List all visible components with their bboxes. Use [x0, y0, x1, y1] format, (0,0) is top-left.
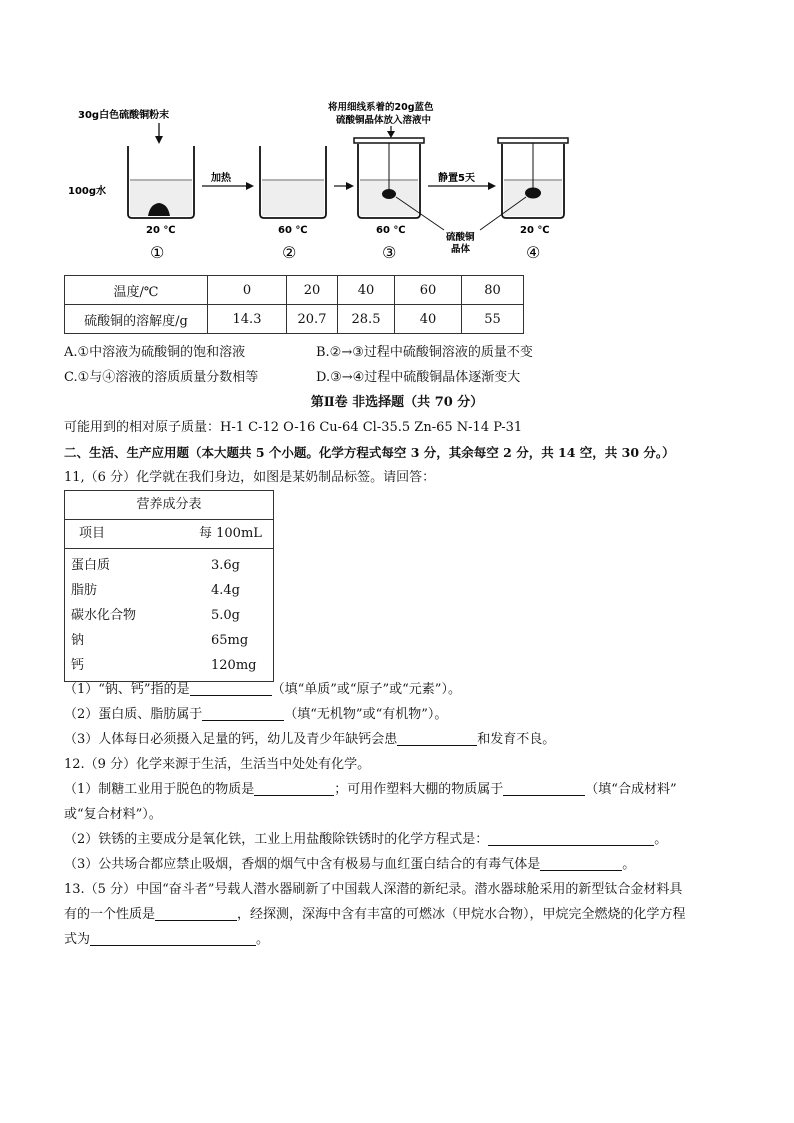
nutrition-header	[65, 520, 273, 549]
answer-blank[interactable]	[397, 731, 477, 746]
beaker-4	[498, 138, 568, 218]
beaker-3-num: ③	[382, 243, 397, 262]
q12-stem: 12.（9 分）化学来源于生活，生活当中处处有化学。	[64, 757, 371, 772]
q13-line2	[64, 902, 686, 927]
table-cell: 60	[395, 276, 462, 305]
q12-sub3	[64, 852, 635, 877]
arrow-3-label: 静置5天	[438, 173, 475, 184]
table-cell: 14.3	[208, 305, 287, 334]
nutrient-value: 3.6g	[211, 558, 240, 573]
q11-sub2	[64, 702, 447, 727]
q13-line3-end: 。	[256, 932, 270, 947]
table-row	[65, 653, 273, 678]
beaker-1-num: ①	[150, 243, 165, 262]
beaker-2-temp: 60 ℃	[278, 225, 308, 236]
q12-sub1-text: （1）制糖工业用于脱色的物质是	[64, 782, 255, 797]
nutrient-name: 脂肪	[71, 583, 98, 598]
table-cell: 40	[395, 305, 462, 334]
table-cell: 0	[208, 276, 287, 305]
section-title: 第Ⅱ卷 非选择题（共 70 分）	[310, 395, 484, 410]
q13-line3	[64, 927, 269, 952]
nutrient-name: 碳水化合物	[71, 608, 137, 623]
option-d: D.③→④过程中硫酸铜晶体逐渐变大	[316, 370, 521, 385]
nutrient-value: 5.0g	[211, 608, 240, 623]
crystal-label-line2: 晶体	[451, 244, 471, 255]
table-cell: 20.7	[287, 305, 338, 334]
col-item: 项目	[79, 526, 106, 541]
table-row	[65, 603, 273, 628]
table-cell: 28.5	[338, 305, 395, 334]
q11-sub1	[64, 677, 461, 702]
table-cell: 硫酸铜的溶解度/g	[65, 305, 208, 334]
nutrient-value: 4.4g	[211, 583, 240, 598]
q11-sub1-hint: （填“单质”或“原子”或“元素”）。	[271, 682, 461, 697]
q13-line2-text2: ，经探测，深海中含有丰富的可燃冰（甲烷水合物），甲烷完全燃烧的化学方程	[237, 907, 686, 922]
hang-label-line1: 将用细线系着的20g蓝色	[328, 102, 434, 113]
option-c: C.①与④溶液的溶质质量分数相等	[64, 370, 259, 385]
q12-sub2-text: （2）铁锈的主要成分是氧化铁，工业上用盐酸除铁锈时的化学方程式是：	[64, 832, 489, 847]
beaker-1	[128, 146, 194, 218]
answer-blank[interactable]	[488, 831, 654, 846]
answer-blank[interactable]	[155, 906, 237, 921]
beaker-3	[354, 138, 424, 218]
q12-sub3-end: 。	[622, 857, 636, 872]
table-cell: 40	[338, 276, 395, 305]
q11-sub1-text: （1）“钠、钙”指的是	[64, 682, 190, 697]
part2-title: 二、生活、生产应用题（本大题共 5 个小题。化学方程式每空 3 分，其余每空 2 分，共 14 空，共 30 分。）	[64, 445, 675, 460]
q12-sub2-end: 。	[654, 832, 668, 847]
hang-label-line2: 硫酸铜晶体放入溶液中	[336, 115, 432, 126]
beaker-2-num: ②	[282, 243, 297, 262]
answer-blank[interactable]	[503, 781, 585, 796]
answer-blank[interactable]	[90, 931, 256, 946]
q11-sub3	[64, 727, 555, 752]
q12-sub1-cont: 或“复合材料”）。	[64, 807, 162, 822]
q11-sub2-text: （2）蛋白质、脂肪属于	[64, 707, 203, 722]
q12-sub3-text: （3）公共场合都应禁止吸烟，香烟的烟气中含有极易与血红蛋白结合的有毒气体是	[64, 857, 541, 872]
crystal-label-line1: 硫酸铜	[446, 232, 475, 243]
q11-stem: 11,（6 分）化学就在我们身边，如图是某奶制品标签。请回答：	[64, 470, 436, 485]
q11-sub3-text: （3）人体每日必须摄入足量的钙，幼儿及青少年缺钙会患	[64, 732, 398, 747]
q12-sub1-text2: ；可用作塑料大棚的物质属于	[334, 782, 504, 797]
nutrition-title: 营养成分表	[65, 491, 273, 520]
beaker-3-temp: 60 ℃	[376, 225, 406, 236]
col-per100: 每 100mL	[199, 526, 262, 541]
nutrient-name: 蛋白质	[71, 558, 111, 573]
table-row	[65, 578, 273, 603]
q11-sub3-hint: 和发育不良。	[477, 732, 556, 747]
nutrition-table	[64, 490, 274, 682]
table-row	[65, 305, 524, 334]
beaker-2	[260, 146, 326, 218]
answer-blank[interactable]	[540, 856, 622, 871]
q13-line1: 13.（5 分）中国“奋斗者”号载人潜水器刷新了中国载人深潜的新纪录。潜水器球舱采用的新型钛合金材料具	[64, 882, 683, 897]
nutrient-name: 钙	[71, 658, 85, 673]
option-a: A.①中溶液为硫酸铜的饱和溶液	[64, 345, 246, 360]
table-row	[65, 553, 273, 578]
table-cell: 55	[462, 305, 524, 334]
q13-line3-text: 式为	[64, 932, 91, 947]
q12-sub2	[64, 827, 667, 852]
arrow-1-label: 加热	[211, 173, 231, 184]
top-label: 30g白色硫酸铜粉末	[78, 110, 170, 121]
beaker-4-num: ④	[526, 243, 541, 262]
atomic-mass-line: 可能用到的相对原子质量：H-1 C-12 O-16 Cu-64 Cl-35.5 Zn-65 N-14 P-31	[64, 420, 523, 435]
table-cell: 温度/℃	[65, 276, 208, 305]
table-cell: 20	[287, 276, 338, 305]
table-row	[65, 628, 273, 653]
nutrient-value: 65mg	[211, 633, 249, 648]
nutrient-value: 120mg	[211, 658, 257, 673]
water-label: 100g水	[68, 186, 107, 197]
nutrient-name: 钠	[71, 633, 85, 648]
beaker-4-temp: 20 ℃	[520, 225, 550, 236]
answer-blank[interactable]	[202, 706, 284, 721]
q13-line2-text: 有的一个性质是	[64, 907, 156, 922]
table-cell: 80	[462, 276, 524, 305]
q12-sub1	[64, 777, 677, 802]
answer-blank[interactable]	[190, 681, 272, 696]
answer-blank[interactable]	[254, 781, 334, 796]
experiment-figure	[66, 90, 596, 268]
solubility-table	[64, 275, 524, 334]
table-row	[65, 276, 524, 305]
q12-sub1-hint: （填“合成材料”	[585, 782, 677, 797]
q11-sub2-hint: （填“无机物”或“有机物”）。	[284, 707, 448, 722]
beaker-1-temp: 20 ℃	[146, 225, 176, 236]
option-b: B.②→③过程中硫酸铜溶液的质量不变	[316, 345, 533, 360]
